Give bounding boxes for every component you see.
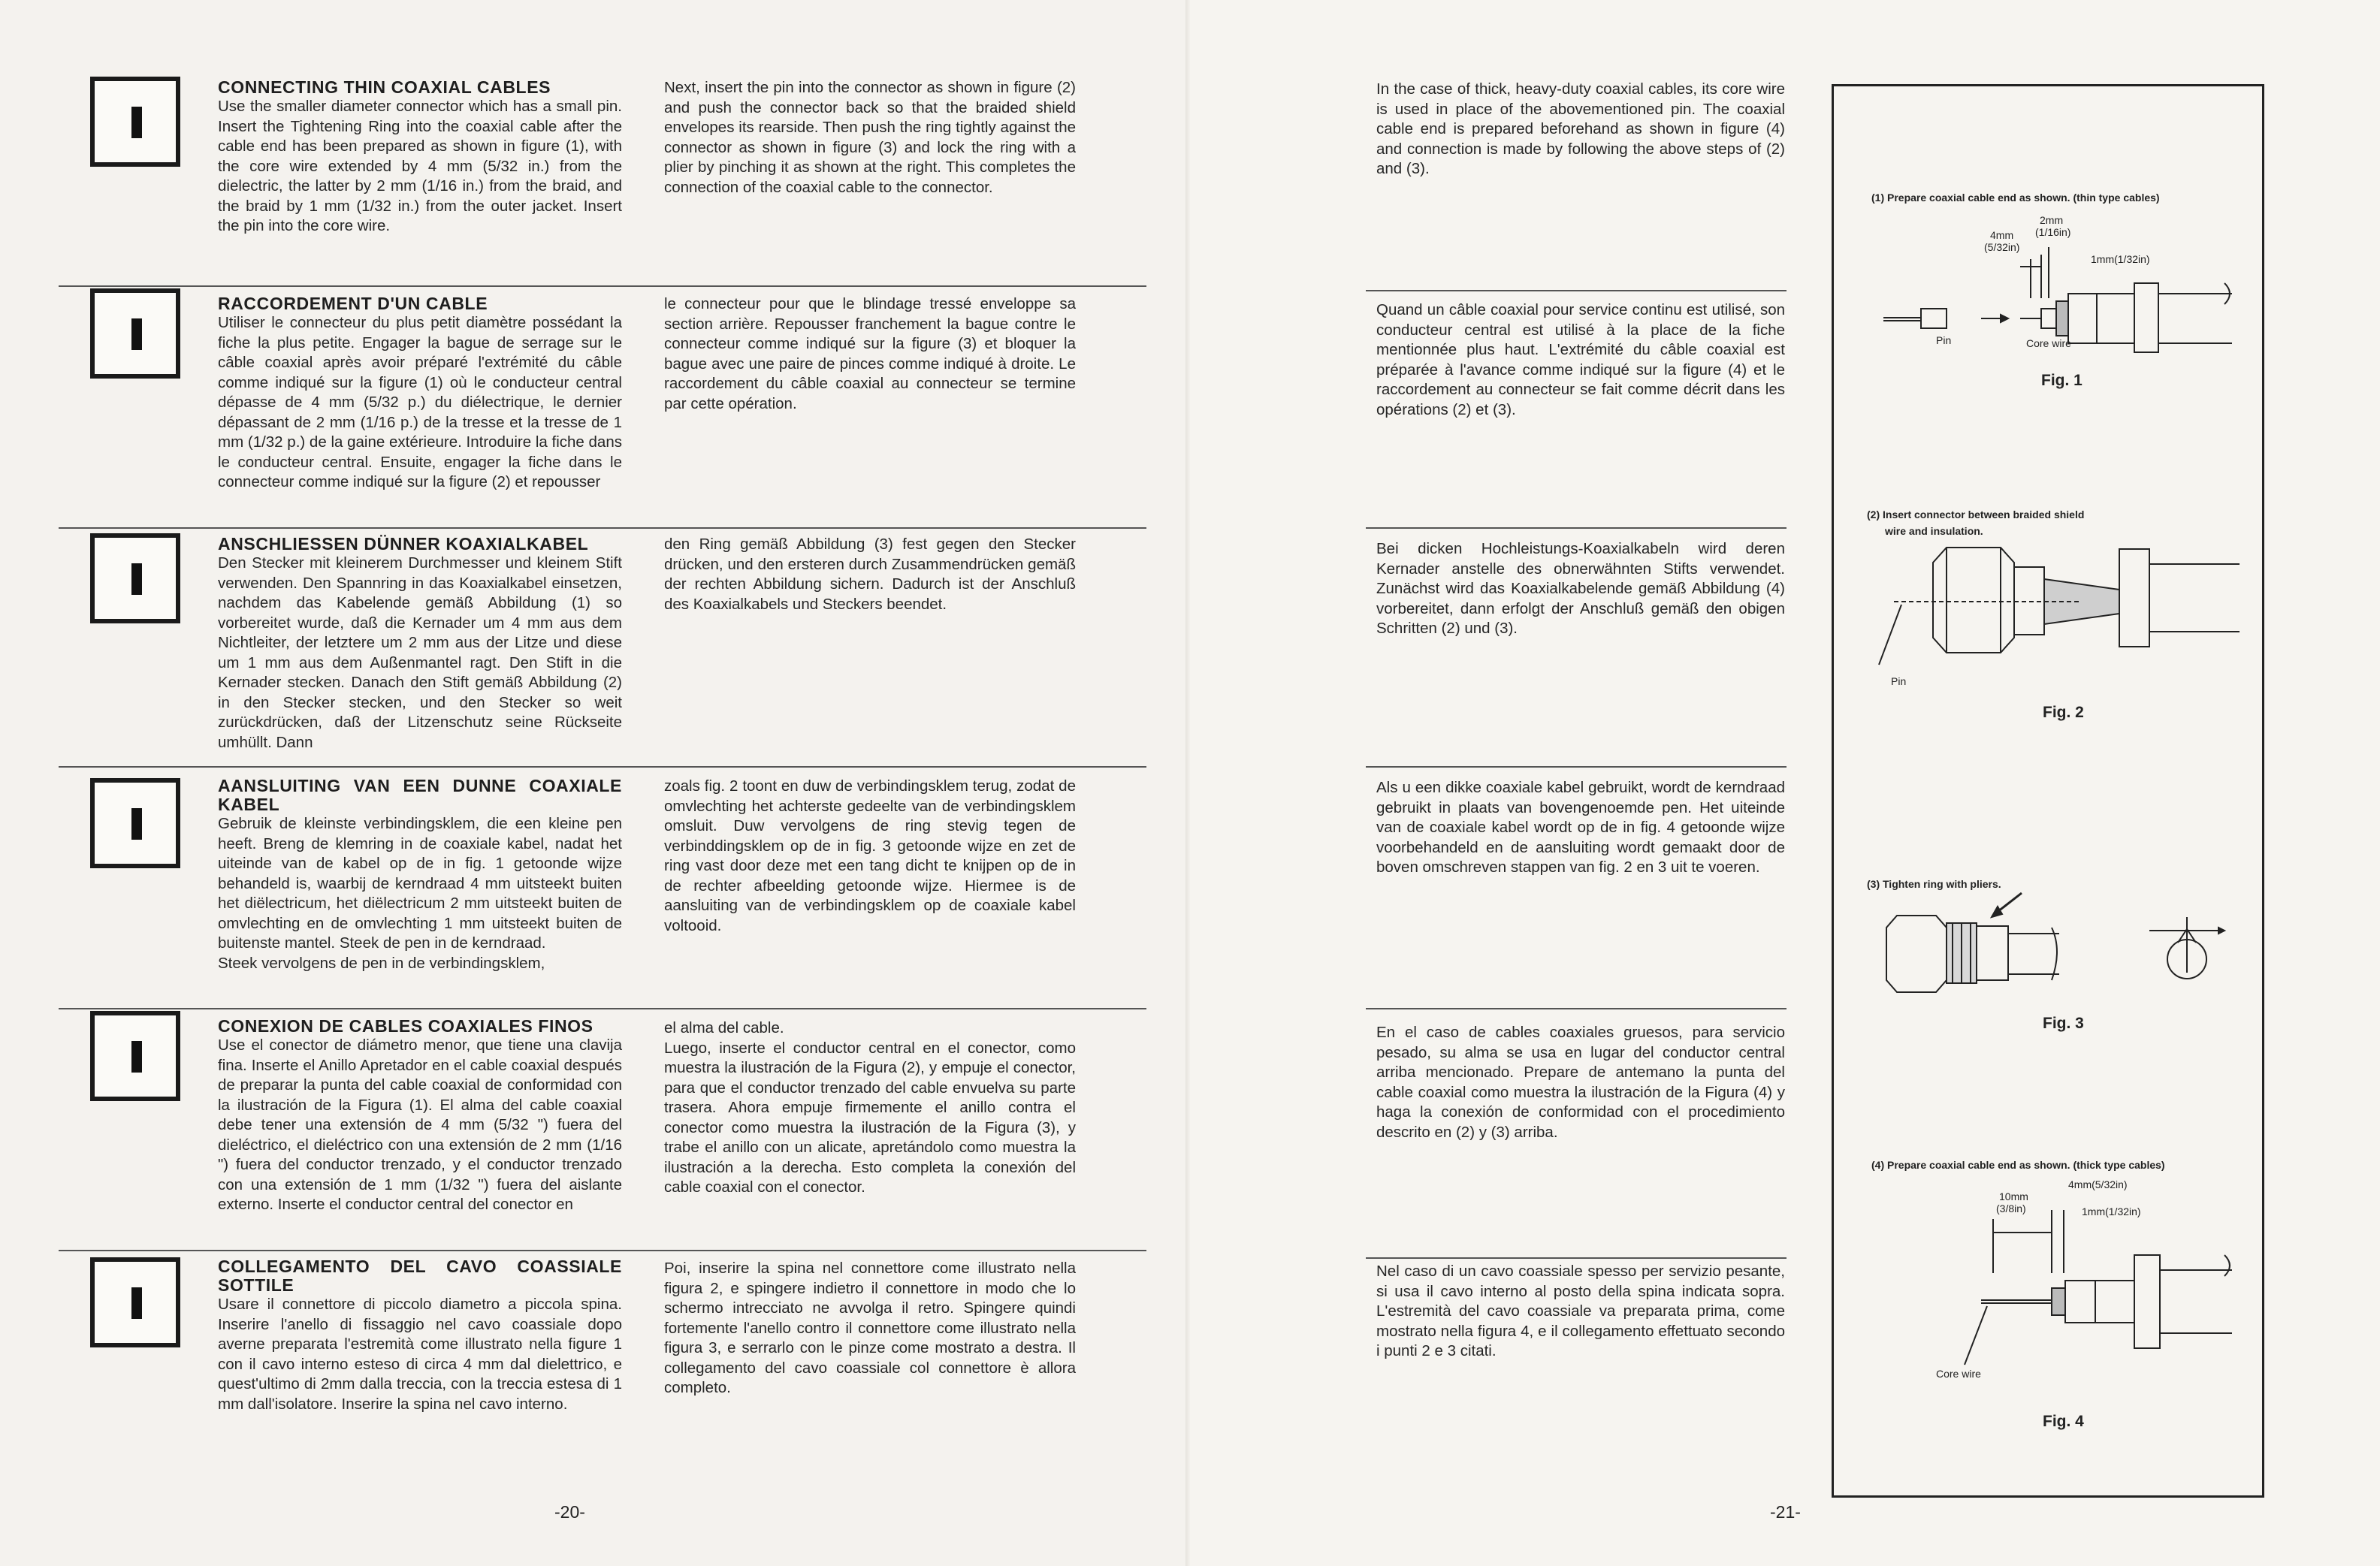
paragraph-italian: Nel caso di un cavo coassiale spesso per servizio pesante, si usa il cavo interno al posto della spina indicata sopra. L'estremità del cavo coassiale va preparata prima, come mostrato nella figura 4, e il collegamento effettuato secondo i punti 2 e 3 citati. [1376,1263,1785,1359]
paragraph-spanish: En el caso de cables coaxiales gruesos, para servicio pesado, su alma se usa en lugar del conductor central arriba mencionado. Prepare de antemano la punta del cable coaxial como muestra la ilustración de la Figura (4) y haga la conexión de conformidad con el procedimiento descrito en (2) y (3) arriba. [1376,1024,1785,1141]
section-text: Use the smaller diameter connector which has a small pin. Insert the Tightening Ring into the coaxial cable after the cable end has been prepared as shown in figure (1), with the core wire extended by 4 mm (5/32 in.) from the dielectric, the latter by 2 mm (1/16 in.) from the braid, and the braid by 1 mm (1/32 in.) from the outer jacket. Insert the pin into the core wire. [218,98,622,234]
divider [59,1008,1146,1009]
section-text: den Ring gemäß Abbildung (3) fest gegen den Stecker drücken, und den ersteren durch Zusammendrücken gemäß der rechten Abbildung sichern. Dadurch ist der Anschluß des Koaxialkabels und Steckers beendet. [664,536,1076,613]
section-heading: COLLEGAMENTO DEL CAVO COASSIALE SOTTILE [218,1257,622,1295]
fig3-title: Fig. 3 [2043,1015,2084,1032]
fig4-dim-10mm: 10mm [1999,1190,2028,1202]
paragraph-english: In the case of thick, heavy-duty coaxial cables, its core wire is used in place of the abovementioned pin. The coaxial cable end is prepared beforehand as shown in figure (4) and connection is made by following the above steps of (2) and (3). [1376,80,1785,177]
divider [59,285,1146,287]
divider [1366,766,1787,768]
divider [59,1250,1146,1251]
section-col1 [218,294,622,493]
section-marker-icon [90,533,180,623]
fig1-dim-1mm: 1mm(1/32in) [2091,253,2150,265]
section-heading: CONEXION DE CABLES COAXIALES FINOS [218,1016,593,1036]
paragraph-french: Quand un câble coaxial pour service continu est utilisé, son conducteur central est utilisé à la place de la fiche mentionnée plus haut. L'extrémité du câble coaxial est préparée à l'avance comme indiqué sur la figure (4) et le raccordement au connecteur se fait comme décrit dans les opérations (2) et (3). [1376,301,1785,418]
divider [1366,290,1787,291]
section-marker-icon [90,77,180,167]
section-col2 [664,535,1076,614]
page-number: -20- [554,1502,585,1522]
section-text: el alma del cable. Luego, inserte el conductor central en el conector, como muestra la ilustración de la Figura (2), y empuje el conector, para que el conductor trenzado del cable envuelva su parte trasera. Ahora empuje firmemente el anillo contra el conector como muestra la ilustración de la Figura (3), y trabe el anillo con un alicate, apretándolo como muestra la ilustración a la derecha. Esto completa la conexión del cable coaxial con el conector. [664,1019,1076,1196]
section-heading: RACCORDEMENT D'UN CABLE [218,294,488,313]
divider [1366,527,1787,529]
section-col1 [218,535,622,753]
section-marker-icon [90,1011,180,1101]
section-col1 [218,1017,622,1215]
section-col2 [664,1018,1076,1198]
section-col2 [664,777,1076,936]
section-text: Utiliser le connecteur du plus petit diamètre possédant la fiche la plus petite. Engager la bague de serrage sur le câble coaxial après avoir préparé l'extrémité du câble comme indiqué sur la figure (1) où le conducteur central dépasse de 4 mm (5/32 p.) du diélectrique, le dernier dépassant de 2 mm (1/16 p.) de la tresse et la tresse de 1 mm (1/32 p.) de la gaine extérieure. Introduire la fiche dans le conducteur central. Ensuite, engager la fiche dans le connecteur comme indiqué sur la figure (2) et repousser [218,314,622,490]
paragraph-german: Bei dicken Hochleistungs-Koaxialkabeln wird deren Kernader anstelle des obnerwähnten Stifts verwendet. Zunächst wird das Koaxialkabelende gemäß Abbildung (4) vorbereitet, dann erfolgt der Anschluß gemäß den obigen Schritten (2) und (3). [1376,540,1785,637]
section-col1 [218,1257,622,1414]
fig4-caption: (4) Prepare coaxial cable end as shown. (thick type cables) [1871,1159,2165,1171]
figure-panel [1832,84,2264,1498]
fig2-caption-line2: wire and insulation. [1885,525,1983,537]
fig4-dim-4mm: 4mm(5/32in) [2068,1178,2128,1190]
fig1-title: Fig. 1 [2041,372,2082,389]
section-text: Next, insert the pin into the connector as shown in figure (2) and push the connector back so that the braided shield envelopes its rearside. Then push the ring tightly against the connector as shown in figure (3) and lock the ring with a plier by pinching it as shown at the right. This completes the connection of the coaxial cable to the connector. [664,79,1076,196]
fig3-caption: (3) Tighten ring with pliers. [1867,878,2001,890]
divider [59,766,1146,768]
divider [1366,1257,1787,1259]
fig4-label-core: Core wire [1936,1368,1981,1380]
section-text: Poi, inserire la spina nel connettore come illustrato nella figura 2, e spingere indietro il connettore in modo che lo schermo intrecciato ne avvolga il retro. Spingere quindi fortemente l'anello contro il connettore come illustrato nella figura 3, e serrarlo con le pinze come mostrato a destra. Il collegamento del cavo coassiale col connettore è allora completo. [664,1260,1076,1396]
fig1-label-core: Core wire [2026,337,2071,349]
section-text: Usare il connettore di piccolo diametro a piccola spina. Inserire l'anello di fissaggio nel cavo coassiale dopo averne preparata l'estremità come illustrato nella figure 1 con il cavo interno esteso di circa 4 mm dal dielettrico, e quest'ultimo di 2mm dalla treccia, con la treccia estesa di 1 mm dall'isolatore. Inserire la spina nel cavo interno. [218,1296,622,1413]
section-col2 [664,1259,1076,1399]
fig1-caption: (1) Prepare coaxial cable end as shown. (thin type cables) [1871,192,2160,204]
section-text: le connecteur pour que le blindage tressé enveloppe sa section arrière. Repousser franchement la bague contre le connecteur comme indiqué sur la figure (3) et bloquer la bague avec une paire de pinces comme indiqué à droite. Le raccordement du câble coaxial au connecteur se termine par cette opération. [664,295,1076,412]
section-text: Den Stecker mit kleinerem Durchmesser und kleinem Stift verwenden. Den Spannring in das Koaxialkabel einsetzen, nachdem das Kabelende gemäß Abbildung (1) so vorbereitet wurde, daß die Kernader um 4 mm aus dem Nichtleiter, der letztere um 2 mm aus der Litze und diese um 1 mm aus dem Außenmantel ragt. Den Stift in die Kernader stecken. Danach den Stift gemäß Abbildung (2) in den Stecker stecken, und den Stecker so weit zurückdrücken, daß der Litzenschutz seine Rückseite umhüllt. Dann [218,554,622,751]
section-text: zoals fig. 2 toont en duw de verbindingsklem terug, zodat de omvlechting het achterste gedeelte van de verbindingsklem omsluit. Duw vervolgens de ring stevig tegen de verbinddingsklem op de in fig. 3 getoonde wijze en zet de ring vast door deze met een tang dicht te knijpen op de in de rechter afbeelding getoonde wijze. Hiermee is de aansluiting van de verbindingsklem op de coaxiale kabel voltooid. [664,777,1076,934]
fig4-drawing [1834,86,2267,1438]
fig2-label-pin: Pin [1891,675,1907,687]
fig2-title: Fig. 2 [2043,704,2084,721]
fig1-dim-2mm-in: (1/16in) [2035,226,2071,238]
fig4-title: Fig. 4 [2043,1413,2084,1430]
section-marker-icon [90,288,180,379]
section-text: Gebruik de kleinste verbindingsklem, die een kleine pen heeft. Breng de klemring in de coaxiale kabel, nadat het uiteinde van de kabel op de in fig. 1 getoonde wijze behandeld is, waarbij de kerndraad 4 mm uitsteekt buiten het diëlectricum, het diëlectricum 2 mm uitsteekt buiten de omvlechting en de omvlechting 1 mm uitsteekt buiten de buitenste mantel. Steek de pen in de kerndraad. Steek vervolgens de pen in de verbindingsklem, [218,815,622,972]
section-marker-icon [90,1257,180,1347]
divider [59,527,1146,529]
fig1-label-pin: Pin [1936,334,1952,346]
divider [1366,1008,1787,1009]
section-heading: CONNECTING THIN COAXIAL CABLES [218,77,551,97]
fig1-dim-2mm: 2mm [2040,214,2064,226]
section-col1 [218,777,622,973]
fig1-dim-4mm: 4mm [1990,229,2014,241]
page-number: -21- [1770,1502,1801,1522]
section-marker-icon [90,778,180,868]
fig4-dim-1mm: 1mm(1/32in) [2082,1205,2141,1217]
fig4-dim-10mm-in: (3/8in) [1996,1202,2026,1214]
section-col2 [664,78,1076,198]
fig2-caption-line1: (2) Insert connector between braided shield [1867,508,2085,520]
paragraph-dutch: Als u een dikke coaxiale kabel gebruikt, wordt de kerndraad gebruikt in plaats van bovengenoemde pen. Het uiteinde van de coaxiale kabel wordt op de in fig. 4 getoonde wijze voorbehandeld en de aansluiting wordt gemaakt door de boven omschreven stappen van fig. 2 en 3 uit te voeren. [1376,779,1785,876]
section-text: Use el conector de diámetro menor, que tiene una clavija fina. Inserte el Anillo Apretador en el cable coaxial después de preparar la punta del cable coaxial de conformidad con la ilustración de la Figura (1). El alma del cable coaxial debe tener una extensión de 4 mm (5/32 ") fuera del dieléctrico, el dieléctrico con una extensión de 2 mm (1/16 ") fuera del conductor trenzado, y el conductor trenzado con una extensión de 1 mm (1/32 ") fuera del aislante externo. Inserte el conductor central del conector en [218,1036,622,1213]
section-heading: AANSLUITING VAN EEN DUNNE COAXIALE KABEL [218,776,622,814]
section-heading: ANSCHLIESSEN DÜNNER KOAXIALKABEL [218,534,589,554]
fig1-dim-4mm-in: (5/32in) [1984,241,2020,253]
section-col1 [218,78,622,237]
section-col2 [664,294,1076,414]
